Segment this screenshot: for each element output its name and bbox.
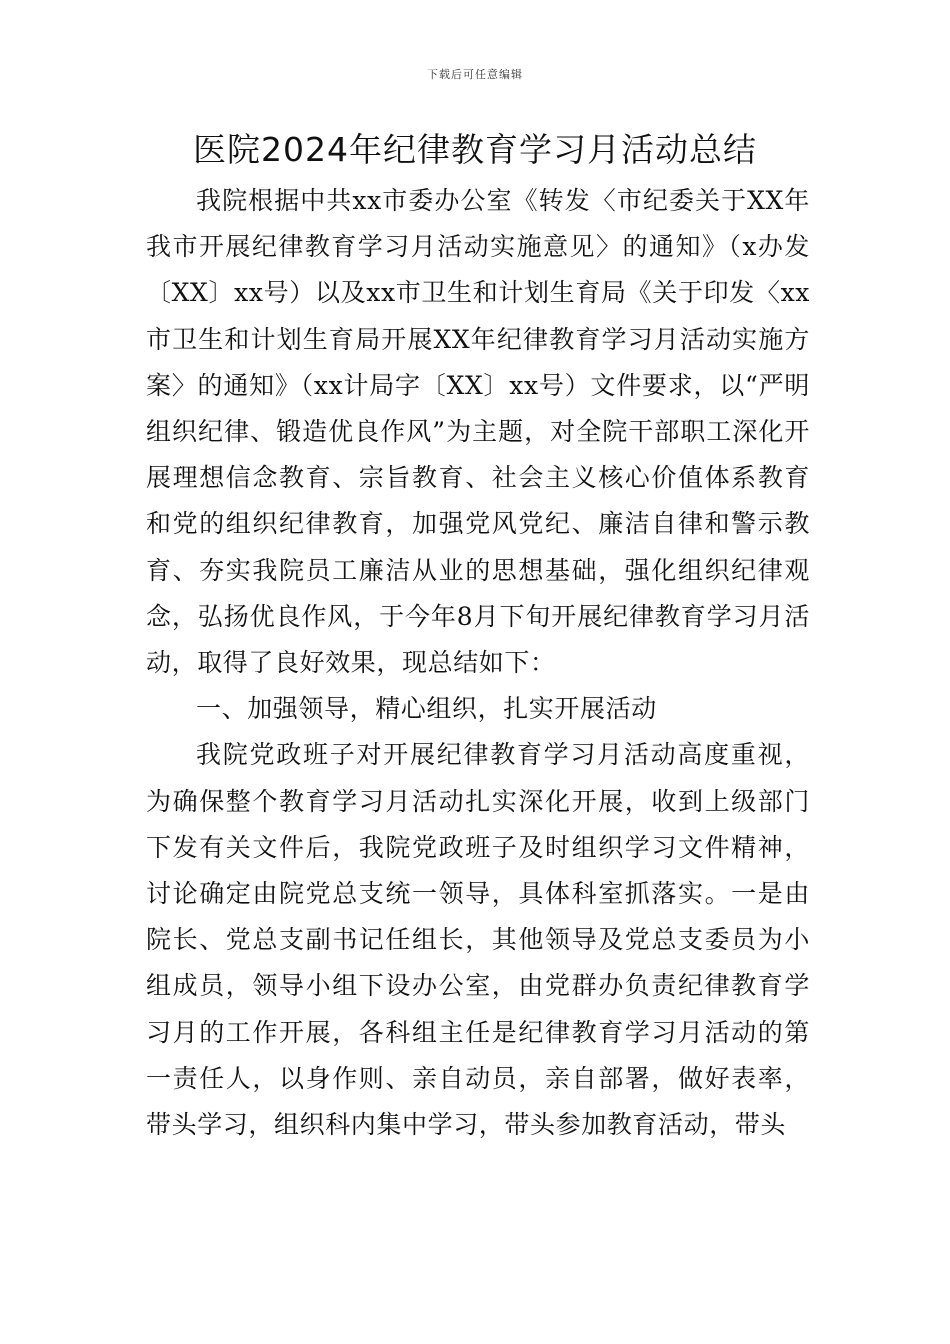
paragraph-section-1: 我院党政班子对开展纪律教育学习月活动高度重视，为确保整个教育学习月活动扎实深化开展，收到上级部门下发有关文件后，我院党政班子及时组织学习文件精神，讨论确定由院党总支统一领导，具体科室抓落实。一是由院长、党总支副书记任组长，其他领导及党总支委员为小组成员，领导小组下设办公室，由党群办负责纪律教育学习月的工作开展，各科组主任是纪律教育学习月活动的第一责任人，以身作则、亲自动员，亲自部署，做好表率，带头学习，组织科内集中学习，带头参加教育活动，带头: [146, 740, 810, 1140]
header-note: 下载后可任意编辑: [427, 68, 523, 81]
section-heading-1: 一、加强领导，精心组织，扎实开展活动: [196, 694, 657, 724]
document-body: [146, 178, 810, 1148]
paragraph-intro: 我院根据中共xx市委办公室《转发〈市纪委关于XX年我市开展纪律教育学习月活动实施意见〉的通知》（x办发〔XX〕xx号）以及xx市卫生和计划生育局《关于印发〈xx市卫生和计划生育局开展XX年纪律教育学习月活动实施方案〉的通知》（xx计局字〔XX〕xx号）文件要求，以“严明组织纪律、锻造优良作风”为主题，对全院干部职工深化开展理想信念教育、宗旨教育、社会主义核心价值体系教育和党的组织纪律教育，加强党风党纪、廉洁自律和警示教育、夯实我院员工廉洁从业的思想基础，强化组织纪律观念，弘扬优良作风，于今年8月下旬开展纪律教育学习月活动，取得了良好效果，现总结如下：: [146, 186, 810, 678]
document-title: 医院2024年纪律教育学习月活动总结: [193, 130, 757, 169]
